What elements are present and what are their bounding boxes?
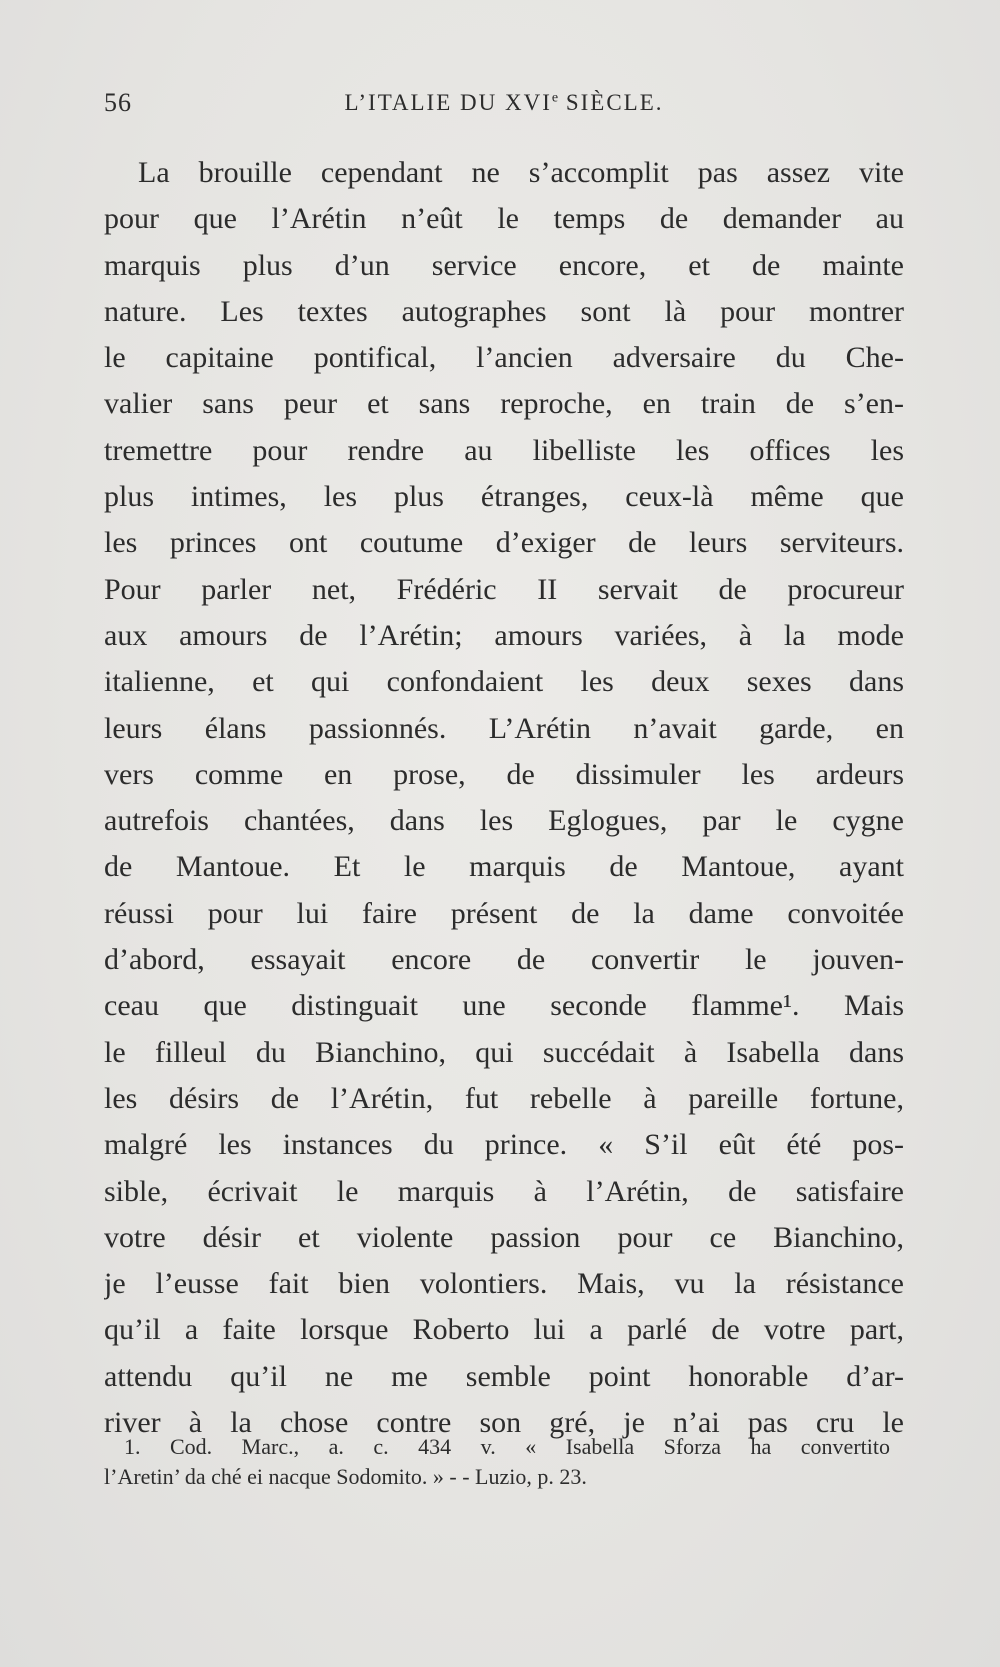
- text-line: nature. Les textes autographes sont là pour montrer: [104, 294, 904, 328]
- text-line: je l’eusse fait bien volontiers. Mais, vu la résistance: [104, 1267, 904, 1301]
- text-line: valier sans peur et sans reproche, en train de s’en-: [104, 387, 904, 421]
- text-line: pour que l’Arétin n’eût le temps de demander au: [104, 202, 904, 236]
- footnote-line: 1. Cod. Marc., a. c. 434 v. « Isabella Sforza ha convertito: [124, 1434, 890, 1459]
- running-title-end: SIÈCLE.: [558, 90, 664, 115]
- footnotes: [104, 1432, 904, 1492]
- running-title-superscript: e: [551, 90, 559, 106]
- running-title: [104, 90, 904, 116]
- text-line: marquis plus d’un service encore, et de mainte: [104, 248, 904, 282]
- text-line: le filleul du Bianchino, qui succédait à Isabella dans: [104, 1035, 904, 1069]
- text-line: les désirs de l’Arétin, fut rebelle à pareille fortune,: [104, 1081, 904, 1115]
- text-line: Pour parler net, Frédéric II servait de procureur: [104, 572, 904, 606]
- text-line: qu’il a faite lorsque Roberto lui a parlé de votre part,: [104, 1313, 904, 1347]
- text-line: plus intimes, les plus étranges, ceux-là même que: [104, 480, 904, 514]
- text-line: attendu qu’il ne me semble point honorable d’ar-: [104, 1359, 904, 1393]
- page-header: [104, 88, 904, 128]
- text-line: leurs élans passionnés. L’Arétin n’avait garde, en: [104, 711, 904, 745]
- body-text: [104, 150, 904, 1446]
- text-line: ceau que distinguait une seconde flamme¹. Mais: [104, 989, 904, 1023]
- text-line: autrefois chantées, dans les Eglogues, par le cygne: [104, 804, 904, 838]
- text-line: sible, écrivait le marquis à l’Arétin, de satisfaire: [104, 1174, 904, 1208]
- text-line: italienne, et qui confondaient les deux sexes dans: [104, 665, 904, 699]
- page-number: 56: [104, 88, 132, 117]
- text-line: réussi pour lui faire présent de la dame convoitée: [104, 896, 904, 930]
- text-line: votre désir et violente passion pour ce Bianchino,: [104, 1220, 904, 1254]
- text-line: malgré les instances du prince. « S’il eût été pos-: [104, 1128, 904, 1162]
- text-line: vers comme en prose, de dissimuler les ardeurs: [104, 757, 904, 791]
- text-line: aux amours de l’Arétin; amours variées, à la mode: [104, 618, 904, 652]
- footnote-line: l’Aretin’ da ché ei nacque Sodomito. » - - Luzio, p. 23.: [104, 1464, 587, 1489]
- text-line: les princes ont coutume d’exiger de leurs serviteurs.: [104, 526, 904, 560]
- text-line: river à la chose contre son gré, je n’ai pas cru le: [104, 1406, 904, 1440]
- text-line: de Mantoue. Et le marquis de Mantoue, ayant: [104, 850, 904, 884]
- text-line: La brouille cependant ne s’accomplit pas assez vite: [138, 156, 904, 189]
- running-title-text: L’ITALIE DU XVI: [344, 90, 552, 115]
- text-line: d’abord, essayait encore de convertir le jouven-: [104, 943, 904, 977]
- text-line: le capitaine pontifical, l’ancien adversaire du Che-: [104, 341, 904, 375]
- text-line: tremettre pour rendre au libelliste les offices les: [104, 433, 904, 467]
